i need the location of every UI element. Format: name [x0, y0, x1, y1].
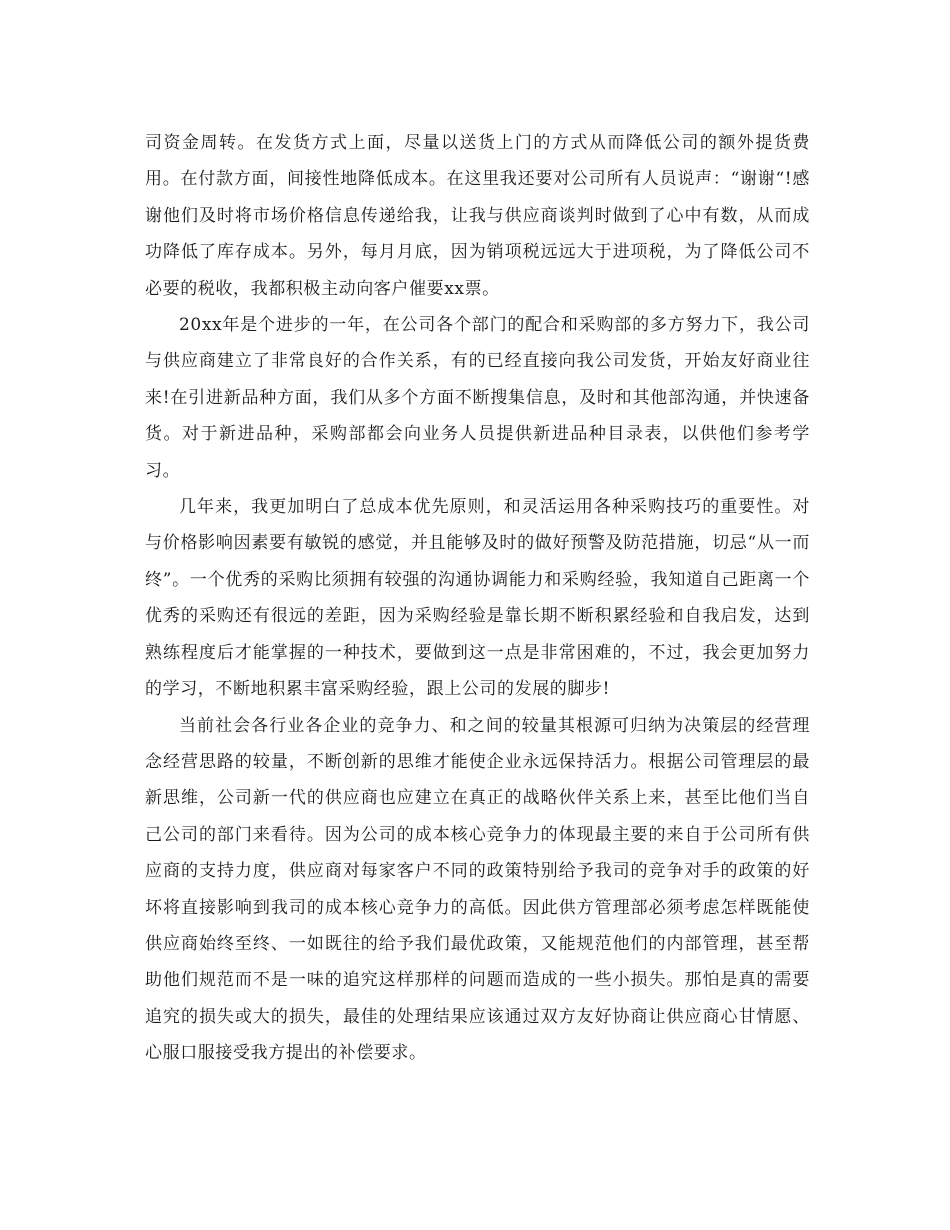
- paragraph-progress-year: 20xx年是个进步的一年，在公司各个部门的配合和采购部的多方努力下，我公司与供应商建立了非常良好的合作关系，有的已经直接向我公司发货，开始友好商业往来!在引进新品种方面，我们从多个方面不断搜集信息，及时和其他部沟通，并快速备货。对于新进品种，采购部都会向业务人员提供新进品种目录表，以供他们参考学习。: [145, 315, 810, 481]
- paragraph-competitiveness: 当前社会各行业各企业的竞争力、和之间的较量其根源可归纳为决策层的经营理念经营思路的较量，不断创新的思维才能使企业永远保持活力。根据公司管理层的最新思维，公司新一代的供应商也应建立在真正的战略伙伴关系上来，甚至比他们当自己公司的部门来看待。因为公司的成本核心竞争力的体现最主要的来自于公司所有供应商的支持力度，供应商对每家客户不同的政策特别给予我司的竞争对手的政策的好坏将直接影响到我司的成本核心竞争力的高低。因此供方管理部必须考虑怎样既能使供应商始终至终、一如既往的给予我们最优政策，又能规范他们的内部管理，甚至帮助他们规范而不是一味的追究这样那样的问题而造成的一些小损失。那怕是真的需要追究的损失或大的损失，最佳的处理结果应该通过双方友好协商让供应商心甘情愿、心服口服接受我方提出的补偿要求。: [145, 715, 810, 1064]
- paragraph-experience: 几年来，我更加明白了总成本优先原则，和灵活运用各种采购技巧的重要性。对与价格影响因素要有敏锐的感觉，并且能够及时的做好预警及防范措施，切忌“从一而终”。一个优秀的采购比须拥有较强的沟通协调能力和采购经验，我知道自己距离一个优秀的采购还有很远的差距，因为采购经验是靠长期不断积累经验和自我启发，达到熟练程度后才能掌握的一种技术，要做到这一点是非常困难的，不过，我会更加努力的学习，不断地积累丰富采购经验，跟上公司的发展的脚步!: [145, 497, 810, 700]
- document-body: [145, 125, 810, 1072]
- paragraph-continuation: 司资金周转。在发货方式上面，尽量以送货上门的方式从而降低公司的额外提货费用。在付款方面，间接性地降低成本。在这里我还要对公司所有人员说声：“谢谢“!感谢他们及时将市场价格信息传递给我，让我与供应商谈判时做到了心中有数，从而成功降低了库存成本。另外，每月月底，因为销项税远远大于进项税，为了降低公司不必要的税收，我都积极主动向客户催要xx票。: [145, 133, 810, 299]
